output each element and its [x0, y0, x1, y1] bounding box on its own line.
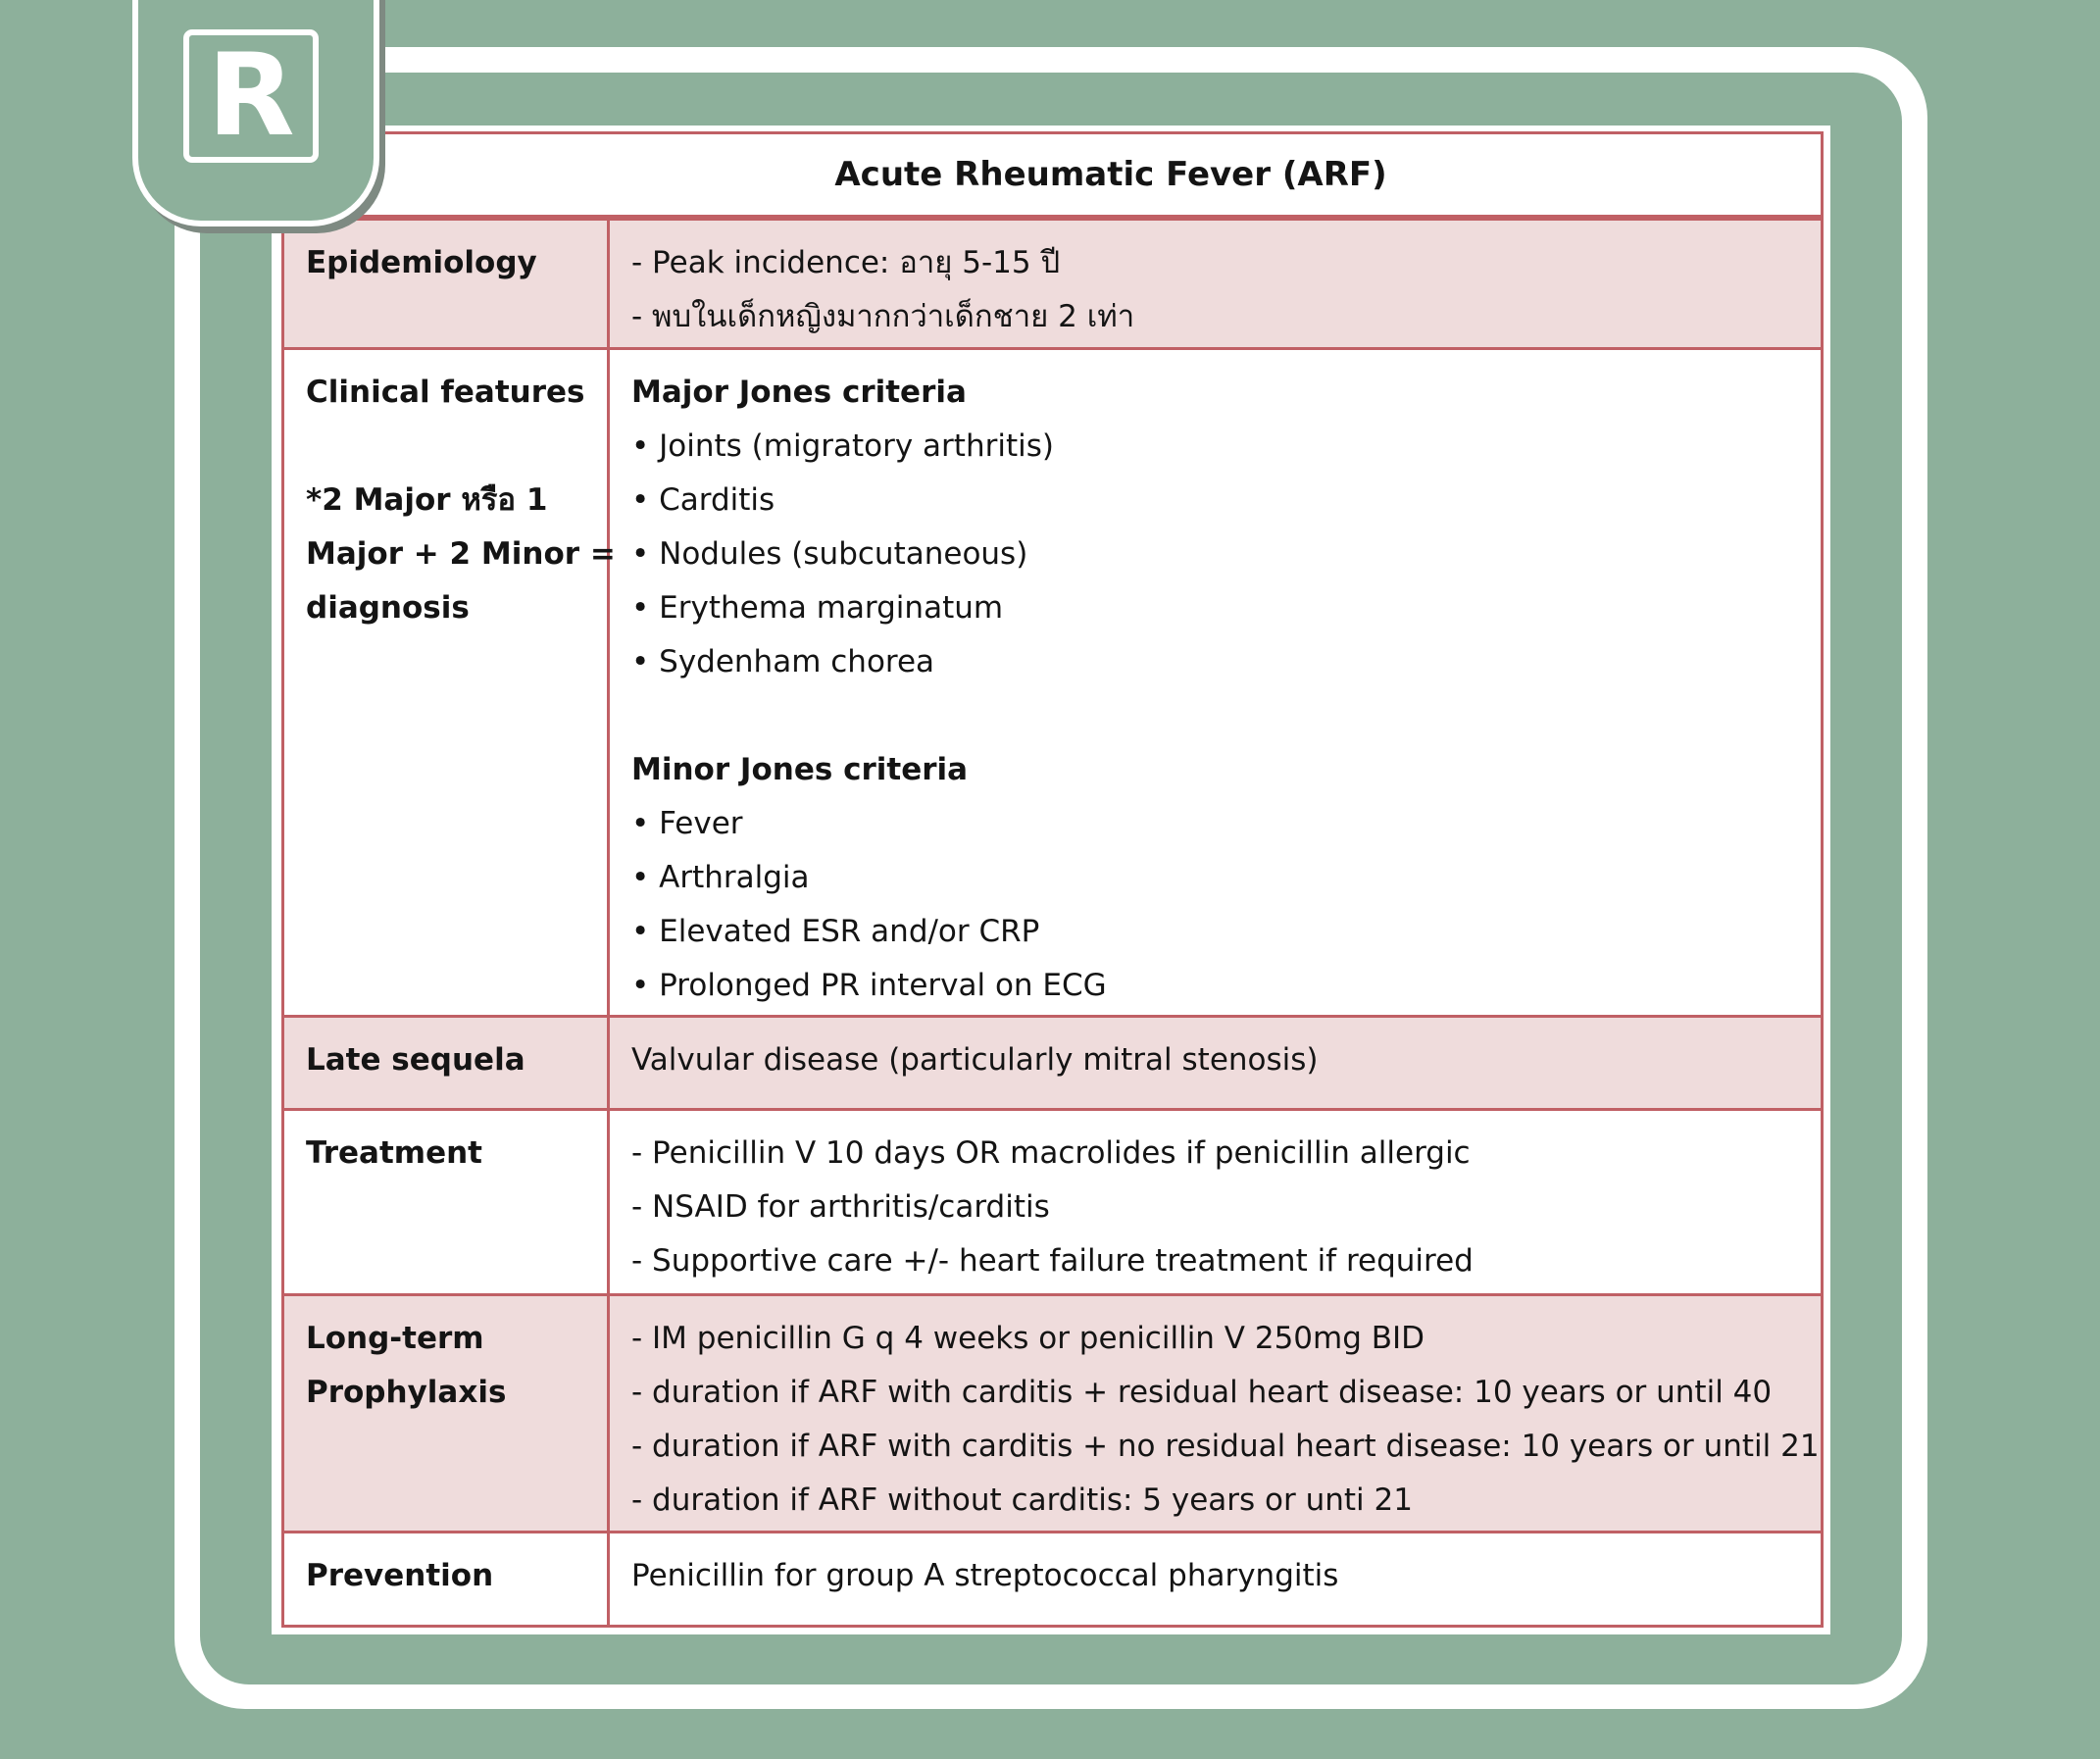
value-late-sequela: Valvular disease (particularly mitral stenosis) [609, 1017, 1823, 1110]
list-item: - NSAID for arthritis/carditis [631, 1189, 1050, 1225]
list-item: • Arthralgia [631, 860, 810, 895]
diagnosis-note-line: *2 Major หรือ 1 [306, 482, 548, 518]
list-item: - duration if ARF with carditis + residual heart disease: 10 years or until 40 [631, 1375, 1773, 1410]
label-epidemiology: Epidemiology [283, 218, 609, 349]
spacer [306, 420, 587, 474]
row-treatment [283, 1110, 1823, 1295]
info-card [272, 126, 1830, 1634]
table-title: Acute Rheumatic Fever (ARF) [283, 133, 1823, 218]
major-criteria-heading: Major Jones criteria [631, 375, 967, 410]
row-epidemiology [283, 218, 1823, 349]
minor-criteria-heading: Minor Jones criteria [631, 752, 969, 787]
diagnosis-note-line: Major + 2 Minor = [306, 536, 616, 572]
list-item: - Supportive care +/- heart failure treatment if required [631, 1243, 1474, 1279]
list-item: - Penicillin V 10 days OR macrolides if penicillin allergic [631, 1135, 1471, 1171]
list-item: • Joints (migratory arthritis) [631, 428, 1054, 464]
value-prevention: Penicillin for group A streptococcal pharyngitis [609, 1533, 1823, 1627]
clinical-label: Clinical features [306, 375, 585, 410]
list-item: • Carditis [631, 482, 775, 518]
logo-tab [132, 0, 379, 226]
arf-table [281, 131, 1824, 1628]
list-item: • Sydenham chorea [631, 644, 935, 679]
diagnosis-note-line: diagnosis [306, 590, 470, 626]
spacer [631, 689, 1801, 743]
row-late-sequela [283, 1017, 1823, 1110]
list-item: • Erythema marginatum [631, 590, 1004, 626]
label-prophylaxis [283, 1295, 609, 1533]
list-item: • Prolonged PR interval on ECG [631, 968, 1107, 1003]
label-treatment: Treatment [283, 1110, 609, 1295]
value-clinical-features [609, 349, 1823, 1017]
list-item: - duration if ARF with carditis + no residual heart disease: 10 years or until 21 [631, 1429, 1820, 1464]
value-epidemiology [609, 218, 1823, 349]
list-item: • Nodules (subcutaneous) [631, 536, 1028, 572]
logo-letter: R [207, 29, 295, 162]
list-item: - IM penicillin G q 4 weeks or penicillin V 250mg BID [631, 1321, 1425, 1356]
label-late-sequela: Late sequela [283, 1017, 609, 1110]
list-item: • Fever [631, 806, 743, 841]
label-clinical-features [283, 349, 616, 1017]
prophylaxis-label-line: Prophylaxis [306, 1375, 507, 1410]
value-prophylaxis [609, 1295, 1823, 1533]
list-item: - พบในเด็กหญิงมากกว่าเด็กชาย 2 เท่า [631, 298, 1135, 334]
logo-r-icon [183, 29, 319, 163]
value-treatment [609, 1110, 1823, 1295]
list-item: - Peak incidence: อายุ 5-15 ปี [631, 244, 1061, 280]
label-prevention: Prevention [283, 1533, 609, 1627]
row-clinical-features [283, 349, 1823, 1017]
row-prevention [283, 1533, 1823, 1627]
title-row [283, 133, 1823, 218]
prophylaxis-label-line: Long-term [306, 1321, 484, 1356]
list-item: - duration if ARF without carditis: 5 years or unti 21 [631, 1483, 1413, 1518]
row-prophylaxis [283, 1295, 1823, 1533]
list-item: • Elevated ESR and/or CRP [631, 914, 1040, 949]
